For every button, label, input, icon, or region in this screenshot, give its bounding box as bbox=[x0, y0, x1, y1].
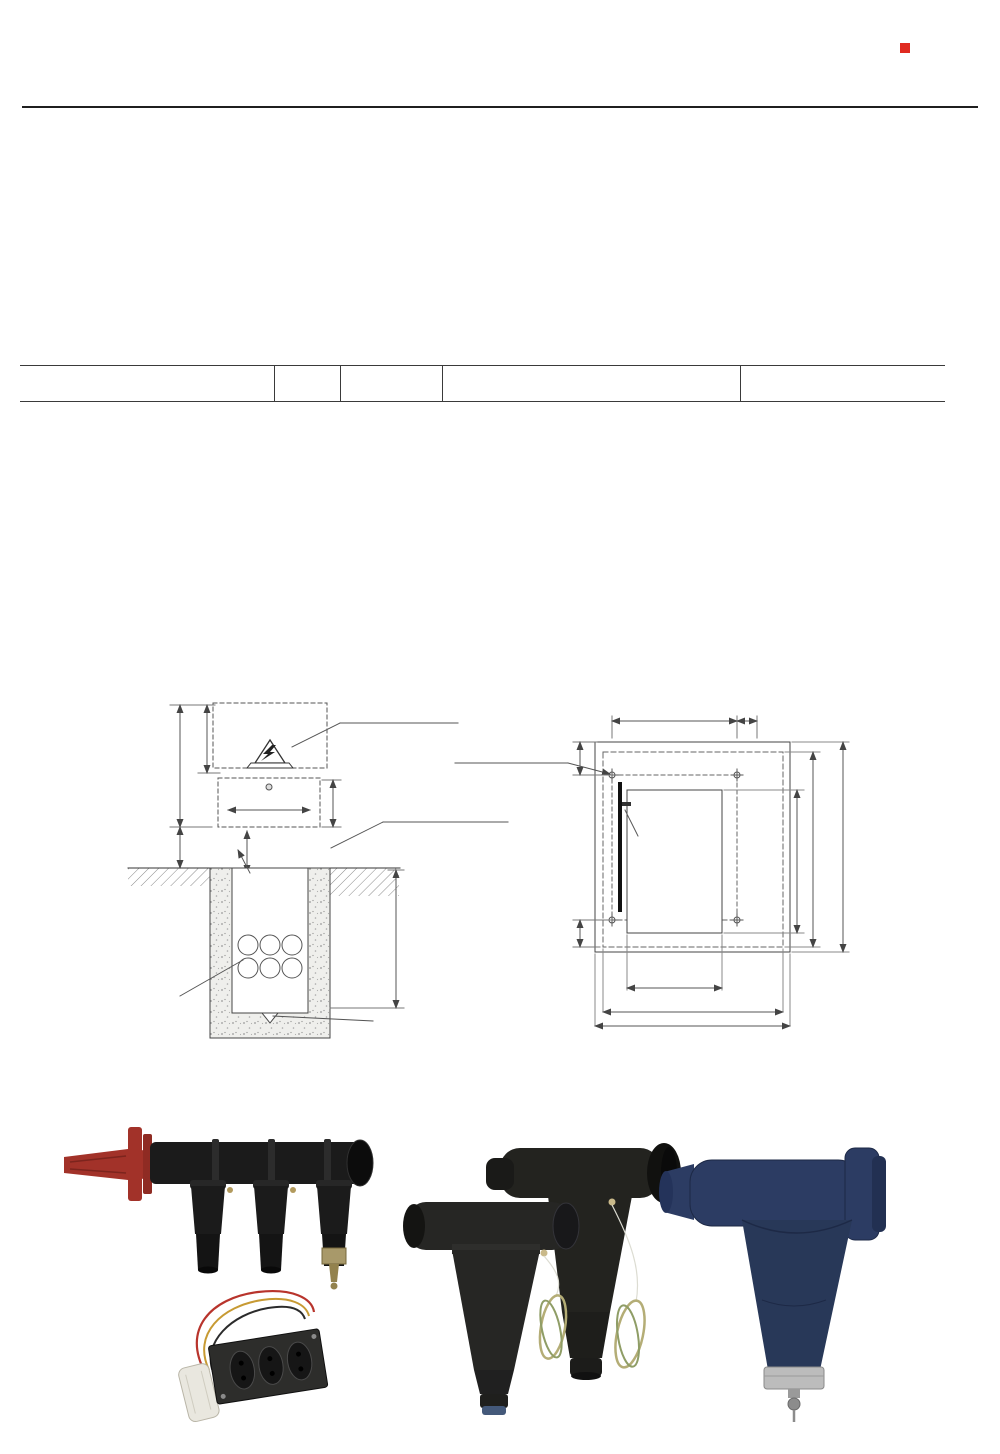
photo-tee-connectors bbox=[403, 1143, 681, 1415]
col-header-item-left bbox=[20, 366, 274, 402]
accessories-photos bbox=[0, 1120, 1000, 1454]
section-accessories-heading bbox=[22, 1086, 36, 1108]
col-header-data-left bbox=[340, 366, 442, 402]
lightning-warning-icon bbox=[247, 740, 293, 768]
photo-multi-branch-connector bbox=[64, 1127, 373, 1290]
col-header-item-right bbox=[442, 366, 740, 402]
ground-hatch-right bbox=[327, 868, 399, 896]
grounding-bar bbox=[618, 782, 622, 912]
ground-hatch-left bbox=[128, 868, 213, 886]
installation-diagrams bbox=[0, 690, 1000, 1075]
section-params-heading bbox=[22, 333, 36, 358]
cable-ditch-opening bbox=[627, 790, 722, 933]
branch-box-outline bbox=[213, 703, 327, 768]
col-header-data-right bbox=[740, 366, 945, 402]
logo-red-dot-icon bbox=[900, 43, 910, 53]
photo-elbow-connector bbox=[659, 1148, 886, 1422]
header-divider bbox=[22, 106, 978, 108]
company-logo bbox=[845, 44, 995, 100]
section-install-heading bbox=[22, 650, 36, 672]
technical-parameter-table bbox=[20, 365, 945, 402]
col-header-unit bbox=[274, 366, 340, 402]
installation-elevation-diagram bbox=[128, 703, 508, 1038]
table-header-row bbox=[20, 366, 945, 402]
photo-charged-indicator-panel bbox=[177, 1291, 328, 1423]
installation-plan-diagram bbox=[455, 716, 849, 1026]
grounding-bar-tab bbox=[622, 802, 631, 806]
